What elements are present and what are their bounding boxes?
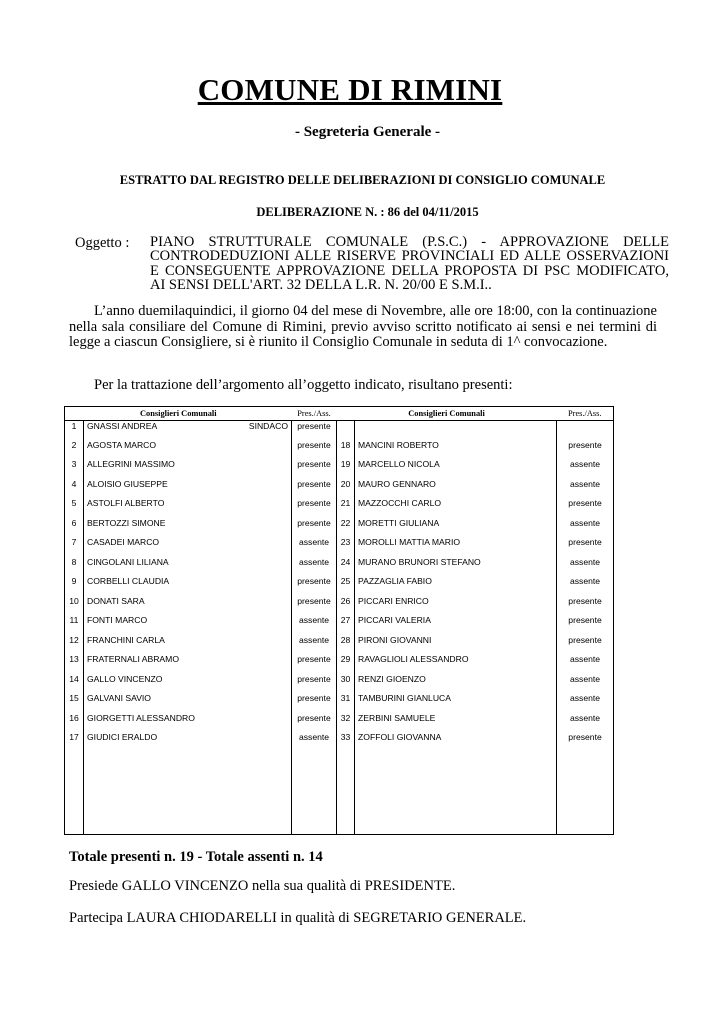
- councillor-name: [84, 728, 292, 748]
- councillor-name-text: ALOISIO GIUSEPPE: [87, 478, 168, 489]
- councillor-name-text: GALVANI SAVIO: [87, 693, 151, 704]
- table-row: [65, 474, 614, 494]
- table-row: [65, 552, 614, 572]
- attendance-status: assente: [569, 459, 601, 470]
- councillor-name: [84, 572, 292, 592]
- councillor-name: [84, 513, 292, 533]
- councillor-name-text: FRATERNALI ABRAMO: [87, 654, 180, 665]
- table-row: [65, 728, 614, 748]
- row-number: 22: [337, 513, 355, 533]
- councillor-name-text: CINGOLANI LILIANA: [87, 556, 169, 567]
- row-number: 15: [65, 689, 84, 709]
- row-number: 7: [65, 533, 84, 553]
- row-number: 12: [65, 630, 84, 650]
- councillor-name-text: PICCARI ENRICO: [358, 595, 429, 606]
- table-row: [65, 533, 614, 553]
- councillor-name: [84, 630, 292, 650]
- councillor-name-text: MAZZOCCHI CARLO: [358, 498, 442, 509]
- col-header-name-right: Consiglieri Comunali: [337, 407, 557, 421]
- row-number: 3: [65, 455, 84, 475]
- councillor-name: [355, 708, 557, 728]
- attendance-intro: Per la trattazione dell’argomento all’oggetto indicato, risultano presenti:: [94, 377, 513, 393]
- attendance-status: assente: [569, 517, 601, 528]
- row-number: 5: [65, 494, 84, 514]
- councillor-name: [355, 474, 557, 494]
- row-number: 21: [337, 494, 355, 514]
- col-header-status-left: Pres./Ass.: [292, 407, 337, 421]
- attendance-status: presente: [292, 455, 337, 475]
- attendance-table-body: [65, 421, 614, 835]
- row-number: 8: [65, 552, 84, 572]
- table-row: [65, 513, 614, 533]
- col-header-name-left: Consiglieri Comunali: [65, 407, 292, 421]
- councillor-name: [355, 455, 557, 475]
- councillor-name-text: ZERBINI SAMUELE: [358, 712, 436, 723]
- councillor-name: [84, 591, 292, 611]
- attendance-status: assente: [569, 478, 601, 489]
- councillor-name: [84, 650, 292, 670]
- president-line: Presiede GALLO VINCENZO nella sua qualità di PRESIDENTE.: [69, 878, 456, 894]
- councillor-name: [355, 435, 557, 455]
- councillor-name-text: CORBELLI CLAUDIA: [87, 576, 170, 587]
- row-number: 18: [337, 435, 355, 455]
- councillor-name: [84, 669, 292, 689]
- councillor-name: [355, 728, 557, 748]
- row-number: [337, 421, 355, 436]
- attendance-status: presente: [292, 494, 337, 514]
- attendance-status: assente: [569, 576, 601, 587]
- attendance-totals: Totale presenti n. 19 - Totale assenti n. 14: [69, 849, 323, 865]
- councillor-name-text: GIORGETTI ALESSANDRO: [87, 712, 195, 723]
- row-number: [337, 747, 355, 835]
- councillor-name: [355, 611, 557, 631]
- row-number: 2: [65, 435, 84, 455]
- subject-label: Oggetto :: [75, 235, 130, 251]
- councillor-name: [355, 421, 557, 436]
- attendance-status: presente: [292, 572, 337, 592]
- councillor-name-text: MORETTI GIULIANA: [358, 517, 440, 528]
- table-row: [65, 421, 614, 436]
- table-row: [65, 689, 614, 709]
- councillor-name-text: MOROLLI MATTIA MARIO: [358, 537, 461, 548]
- attendance-status: assente: [569, 673, 601, 684]
- row-number: 14: [65, 669, 84, 689]
- councillor-name-text: ASTOLFI ALBERTO: [87, 498, 165, 509]
- row-number: 11: [65, 611, 84, 631]
- row-number: 9: [65, 572, 84, 592]
- councillor-name: [84, 494, 292, 514]
- councillor-name: [355, 689, 557, 709]
- attendance-status: assente: [292, 533, 337, 553]
- row-number: 31: [337, 689, 355, 709]
- councillor-name: [84, 689, 292, 709]
- register-extract-heading: ESTRATTO DAL REGISTRO DELLE DELIBERAZIONI DI CONSIGLIO COMUNALE: [119, 173, 606, 187]
- attendance-status: presente: [292, 474, 337, 494]
- attendance-status: presente: [292, 708, 337, 728]
- attendance-status: [557, 747, 614, 835]
- attendance-status: presente: [292, 435, 337, 455]
- deliberation-number: DELIBERAZIONE N. : 86 del 04/11/2015: [256, 205, 479, 219]
- attendance-status: [557, 421, 614, 436]
- attendance-table: [64, 406, 614, 835]
- document-title: COMUNE DI RIMINI: [197, 72, 503, 107]
- session-paragraph: L’anno duemilaquindici, il giorno 04 del mese di Novembre, alle ore 18:00, con la continuazione nella sala consiliare del Comune di Rimini, previo avviso scritto notificato ai sensi e nei termini di legge a ciascun Consigliere, si è riunito il Consiglio Comunale in seduta di 1^ convocazione.: [69, 303, 657, 350]
- councillor-name: [84, 533, 292, 553]
- attendance-status: presente: [292, 650, 337, 670]
- attendance-status: assente: [569, 693, 601, 704]
- row-number: 30: [337, 669, 355, 689]
- councillor-name-text: PIRONI GIOVANNI: [358, 634, 432, 645]
- councillor-name: [355, 669, 557, 689]
- councillor-name: [84, 421, 292, 436]
- attendance-status: presente: [568, 537, 602, 548]
- councillor-name: [355, 630, 557, 650]
- row-number: 24: [337, 552, 355, 572]
- councillor-name-text: RENZI GIOENZO: [358, 673, 426, 684]
- councillor-name: [355, 494, 557, 514]
- table-row: [65, 572, 614, 592]
- councillor-name: [355, 591, 557, 611]
- attendance-status: assente: [292, 552, 337, 572]
- attendance-status: presente: [292, 513, 337, 533]
- councillor-name-text: MURANO BRUNORI STEFANO: [358, 556, 481, 567]
- col-header-status-right: Pres./Ass.: [557, 407, 614, 421]
- row-number: 25: [337, 572, 355, 592]
- attendance-status: presente: [568, 439, 602, 450]
- councillor-name: [355, 747, 557, 835]
- attendance-status: assente: [569, 654, 601, 665]
- attendance-status: [292, 747, 337, 835]
- attendance-status: assente: [292, 630, 337, 650]
- row-number: 32: [337, 708, 355, 728]
- attendance-status: presente: [568, 498, 602, 509]
- table-row: [65, 747, 614, 835]
- table-row: [65, 591, 614, 611]
- councillor-name-text: MAURO GENNARO: [358, 478, 436, 489]
- attendance-status: assente: [292, 611, 337, 631]
- councillor-name: [84, 611, 292, 631]
- row-number: 16: [65, 708, 84, 728]
- row-number: 29: [337, 650, 355, 670]
- councillor-name-text: DONATI SARA: [87, 595, 145, 606]
- attendance-status: presente: [568, 732, 602, 743]
- table-row: [65, 708, 614, 728]
- row-number: 13: [65, 650, 84, 670]
- attendance-status: presente: [568, 634, 602, 645]
- councillor-name: [84, 435, 292, 455]
- councillor-name: [355, 533, 557, 553]
- councillor-name: [355, 513, 557, 533]
- councillor-name-text: FRANCHINI CARLA: [87, 634, 165, 645]
- row-number: 33: [337, 728, 355, 748]
- document-subtitle: - Segreteria Generale -: [294, 124, 441, 140]
- councillor-name-text: FONTI MARCO: [87, 615, 148, 626]
- councillor-name: [355, 650, 557, 670]
- councillor-name-text: ZOFFOLI GIOVANNA: [358, 732, 442, 743]
- councillor-name-text: GIUDICI ERALDO: [87, 732, 158, 743]
- row-number: 4: [65, 474, 84, 494]
- attendance-status: assente: [292, 728, 337, 748]
- councillor-name-text: MANCINI ROBERTO: [358, 439, 439, 450]
- subject-text: PIANO STRUTTURALE COMUNALE (P.S.C.) - APPROVAZIONE DELLE CONTRODEDUZIONI ALLE RISERVE PROVINCIALI ED ALLE OSSERVAZIONI E CONSEGUENTE APPROVAZIONE DELLA PROPOSTA DI PSC MODIFICATO, AI SENSI DELL'ART. 32 DELLA L.R. N. 20/00 E S.M.I..: [150, 234, 669, 293]
- councillor-name-text: GNASSI ANDREA: [87, 421, 158, 431]
- councillor-name: [84, 455, 292, 475]
- councillor-name-text: TAMBURINI GIANLUCA: [358, 693, 451, 704]
- councillor-name-text: PAZZAGLIA FABIO: [358, 576, 432, 587]
- councillor-name-text: CASADEI MARCO: [87, 537, 160, 548]
- councillor-name: [84, 747, 292, 835]
- row-number: 20: [337, 474, 355, 494]
- attendance-status: presente: [292, 591, 337, 611]
- councillor-name: [84, 552, 292, 572]
- attendance-status: presente: [292, 689, 337, 709]
- row-number: 23: [337, 533, 355, 553]
- row-number: [65, 747, 84, 835]
- row-number: 19: [337, 455, 355, 475]
- attendance-status: assente: [569, 556, 601, 567]
- attendance-status: presente: [292, 669, 337, 689]
- table-row: [65, 435, 614, 455]
- row-number: 1: [65, 421, 84, 436]
- table-header-row: [65, 407, 614, 421]
- councillor-name: [84, 708, 292, 728]
- row-number: 27: [337, 611, 355, 631]
- attendance-status: presente: [292, 421, 337, 436]
- secretary-line: Partecipa LAURA CHIODARELLI in qualità di SEGRETARIO GENERALE.: [69, 910, 527, 926]
- table-row: [65, 494, 614, 514]
- councillor-role: SINDACO: [248, 421, 289, 431]
- attendance-status: assente: [569, 712, 601, 723]
- table-row: [65, 455, 614, 475]
- councillor-name-text: AGOSTA MARCO: [87, 439, 157, 450]
- row-number: 26: [337, 591, 355, 611]
- councillor-name-text: ALLEGRINI MASSIMO: [87, 459, 175, 470]
- councillor-name-text: RAVAGLIOLI ALESSANDRO: [358, 654, 469, 665]
- councillor-name: [84, 474, 292, 494]
- table-row: [65, 611, 614, 631]
- row-number: 10: [65, 591, 84, 611]
- councillor-name-text: MARCELLO NICOLA: [358, 459, 440, 470]
- row-number: 28: [337, 630, 355, 650]
- row-number: 6: [65, 513, 84, 533]
- councillor-name-text: BERTOZZI SIMONE: [87, 517, 166, 528]
- councillor-name: [355, 572, 557, 592]
- attendance-status: presente: [568, 595, 602, 606]
- table-row: [65, 650, 614, 670]
- row-number: 17: [65, 728, 84, 748]
- councillor-name: [355, 552, 557, 572]
- attendance-status: presente: [568, 615, 602, 626]
- table-row: [65, 669, 614, 689]
- councillor-name-text: PICCARI VALERIA: [358, 615, 431, 626]
- councillor-name-text: GALLO VINCENZO: [87, 673, 163, 684]
- table-row: [65, 630, 614, 650]
